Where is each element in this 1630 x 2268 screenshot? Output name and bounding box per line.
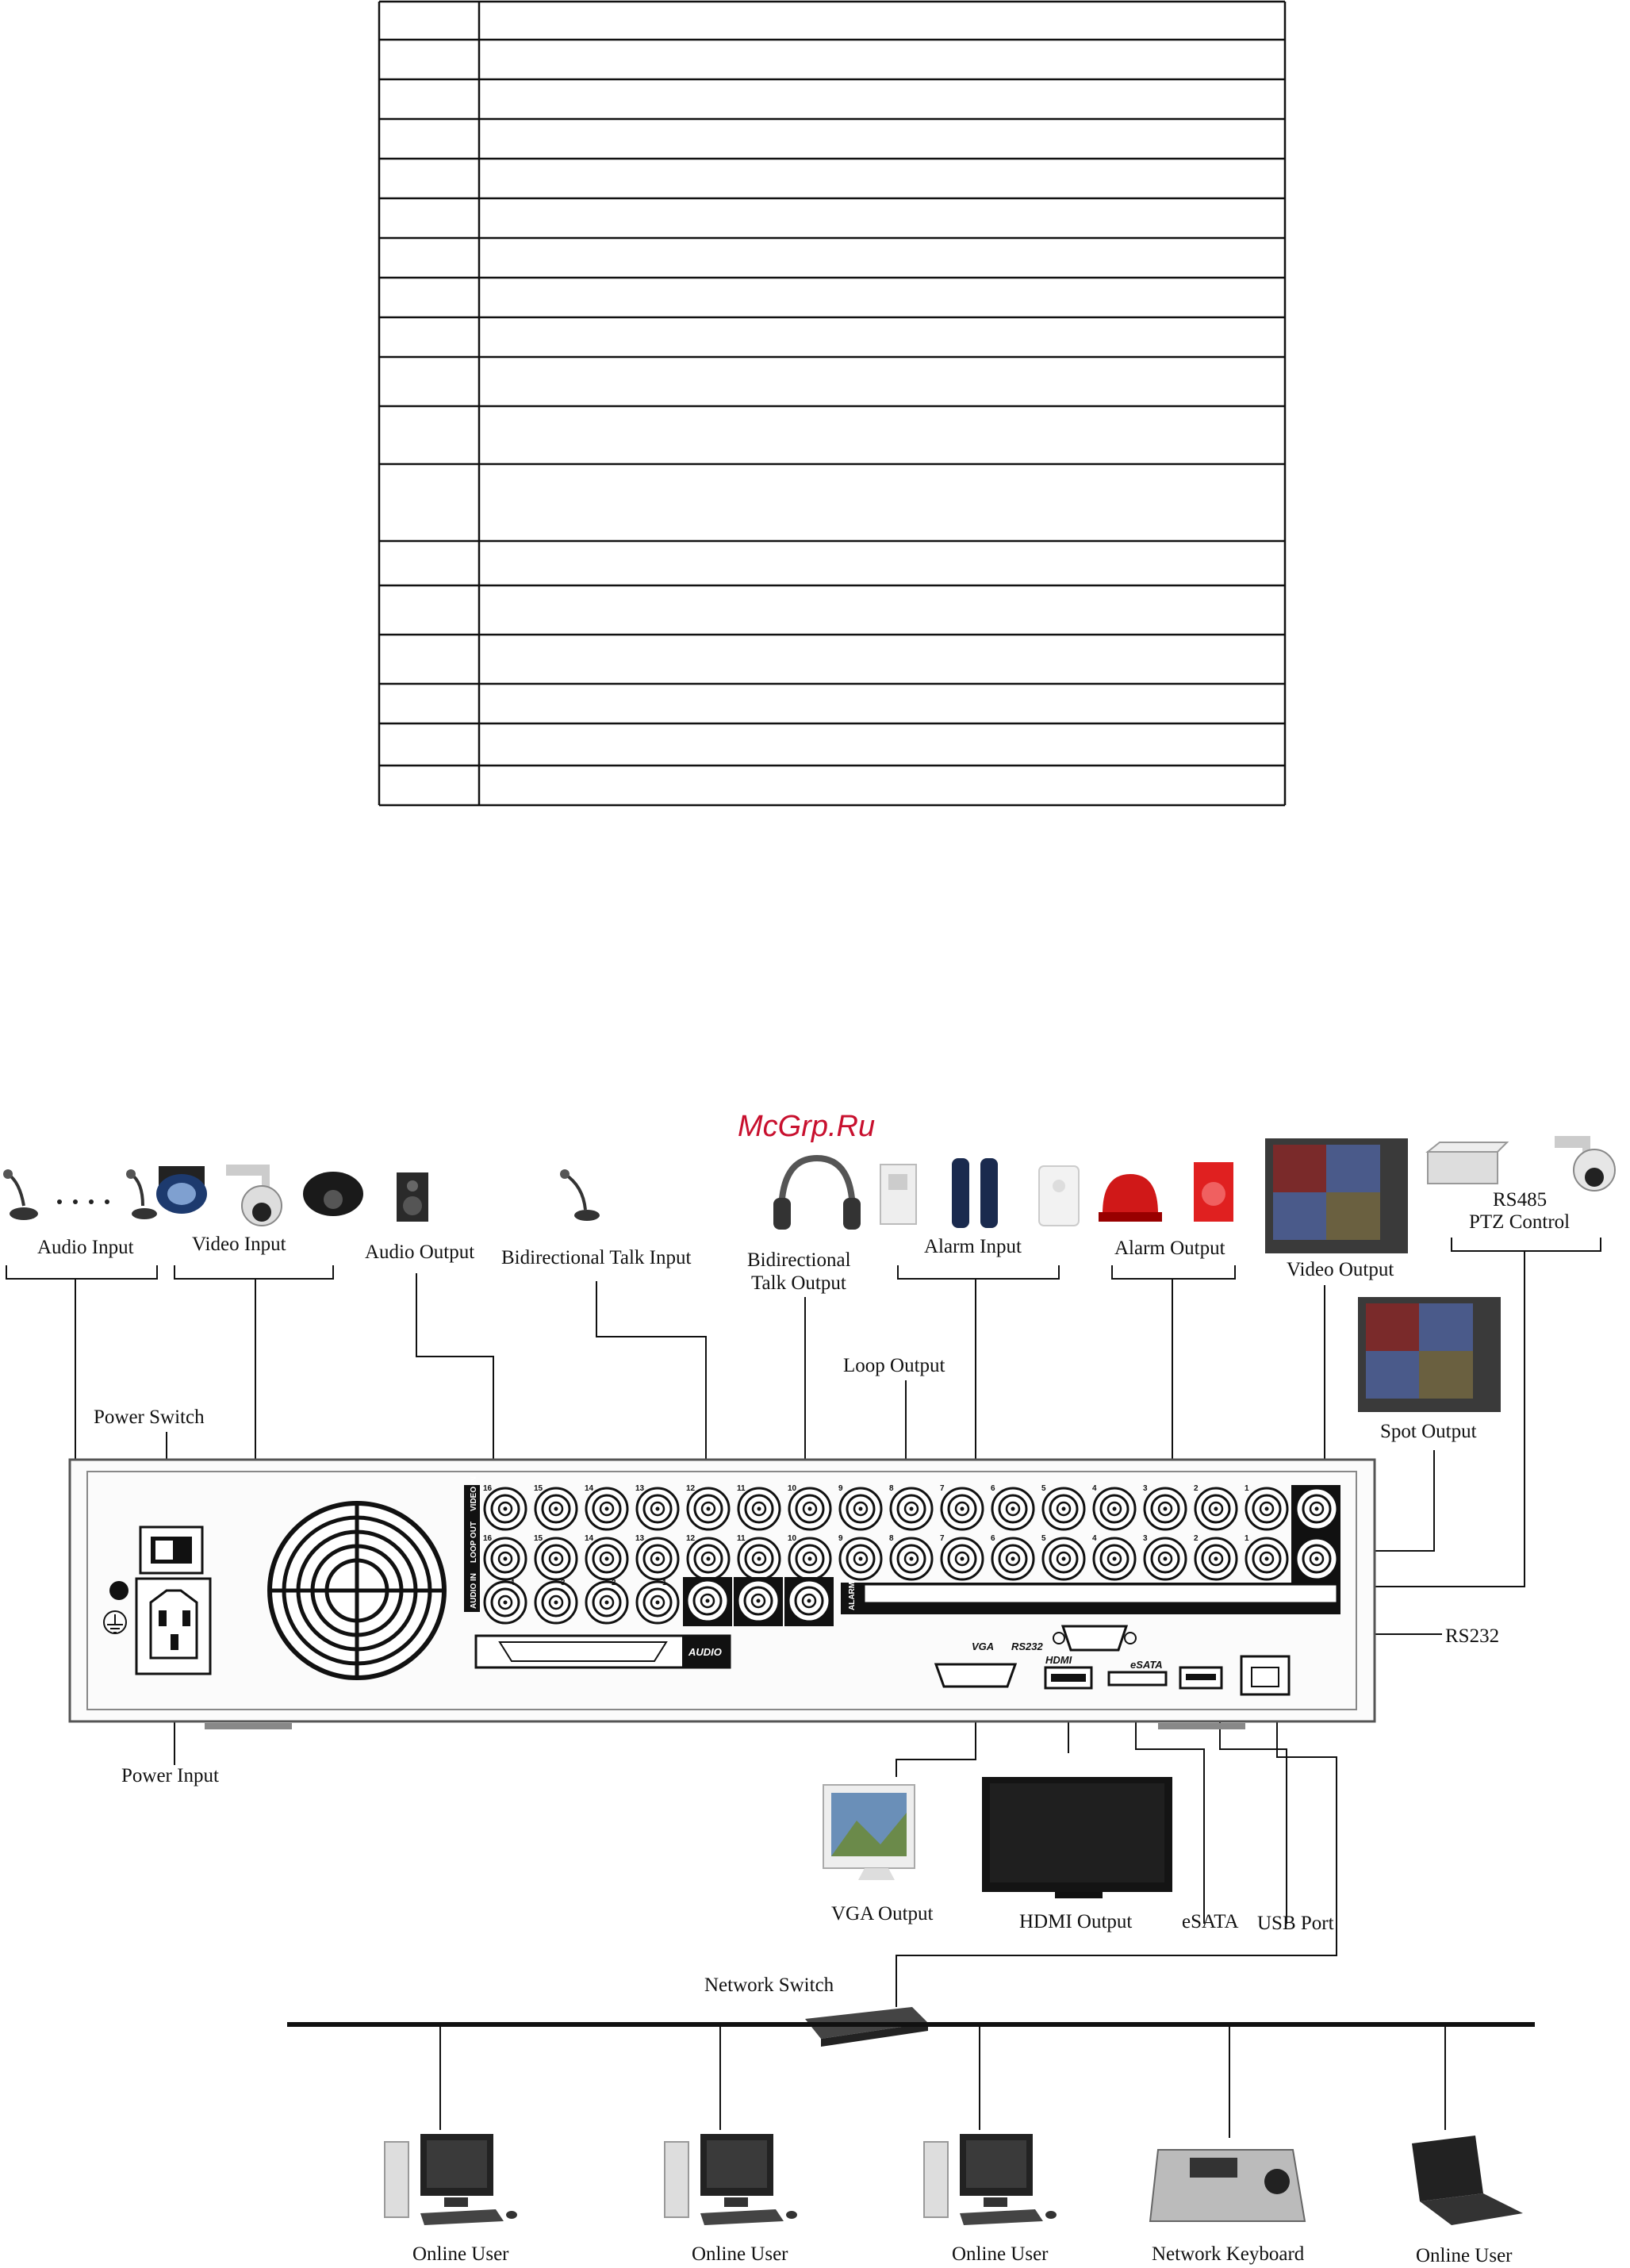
spot-monitor-icon bbox=[1358, 1297, 1501, 1412]
label-video-input: Video Input bbox=[192, 1234, 286, 1255]
esata-tag: eSATA bbox=[1130, 1659, 1163, 1671]
alarm-terminal-block bbox=[841, 1582, 1340, 1614]
label-esata: eSATA bbox=[1182, 1911, 1239, 1932]
video-in-bnc bbox=[891, 1488, 932, 1529]
label-alarm-input: Alarm Input bbox=[924, 1236, 1022, 1257]
channel-number: 12 bbox=[686, 1484, 696, 1493]
channel-number: 1 bbox=[1245, 1534, 1249, 1543]
audio-in-bnc bbox=[485, 1582, 526, 1623]
alarm-siren-icon bbox=[1099, 1174, 1162, 1222]
label-usb-port: USB Port bbox=[1257, 1913, 1334, 1934]
video-in-bnc bbox=[992, 1488, 1034, 1529]
video-in-bnc bbox=[535, 1488, 577, 1529]
channel-number: 6 bbox=[991, 1534, 995, 1543]
channel-number: 16 bbox=[483, 1484, 493, 1493]
channel-number: 4 bbox=[1092, 1484, 1097, 1493]
laptop-icon bbox=[1412, 2136, 1523, 2225]
watermark-text: McGrp.Ru bbox=[738, 1110, 876, 1143]
channel-number: 14 bbox=[585, 1534, 594, 1543]
power-switch[interactable] bbox=[140, 1527, 202, 1573]
rs232-tag: RS232 bbox=[1011, 1641, 1043, 1652]
ptz-dome-camera-icon bbox=[1555, 1136, 1615, 1191]
video-in-bnc bbox=[1043, 1488, 1084, 1529]
desktop-computer-icon bbox=[924, 2134, 1057, 2225]
network-drop-lines bbox=[440, 2024, 1445, 2138]
label-bidirectional-talk-input: Bidirectional Talk Input bbox=[501, 1247, 692, 1268]
pir-sensor-icon bbox=[880, 1165, 916, 1224]
row-tag-video-in: VIDEO IN bbox=[470, 1476, 478, 1511]
label-audio-output: Audio Output bbox=[365, 1241, 475, 1263]
label-ptz-control: PTZ Control bbox=[1469, 1211, 1571, 1233]
loop-out-bnc bbox=[840, 1538, 881, 1579]
channel-number: 5 bbox=[1041, 1534, 1046, 1543]
channel-number: 8 bbox=[889, 1484, 894, 1493]
channel-number: 2 bbox=[1194, 1534, 1199, 1543]
label-spot-output: Spot Output bbox=[1380, 1421, 1477, 1442]
audio-in-bnc bbox=[637, 1582, 678, 1623]
smoke-detector-icon bbox=[1039, 1166, 1079, 1226]
label-rs485: RS485 bbox=[1493, 1189, 1548, 1211]
vga-tag: VGA bbox=[972, 1641, 995, 1652]
dome-camera-icon-2 bbox=[303, 1172, 363, 1216]
channel-number: 1 bbox=[1245, 1484, 1249, 1493]
video-in-bnc bbox=[688, 1488, 729, 1529]
power-input-socket bbox=[136, 1579, 210, 1674]
speaker-icon bbox=[397, 1172, 428, 1222]
loop-out-bnc bbox=[688, 1538, 729, 1579]
channel-number: 14 bbox=[585, 1484, 594, 1493]
channel-number: 13 bbox=[635, 1534, 645, 1543]
channel-number: 11 bbox=[737, 1534, 746, 1543]
channel-number: 10 bbox=[788, 1484, 797, 1493]
video-in-bnc bbox=[942, 1488, 983, 1529]
microphone-icon bbox=[3, 1169, 157, 1220]
label-audio-input: Audio Input bbox=[37, 1237, 134, 1258]
label-online-user-2: Online User bbox=[692, 2243, 788, 2265]
label-online-user-3: Online User bbox=[952, 2243, 1049, 2265]
vga-port bbox=[936, 1664, 1015, 1687]
audio-number: 3 bbox=[561, 1579, 566, 1587]
loop-out-bnc bbox=[485, 1538, 526, 1579]
loop-out-bnc bbox=[1145, 1538, 1186, 1579]
audio-db25-connector bbox=[476, 1636, 730, 1667]
ptz-decoder-icon bbox=[1428, 1142, 1507, 1184]
loop-out-bnc bbox=[992, 1538, 1034, 1579]
audio-in-bnc bbox=[535, 1582, 577, 1623]
video-in-bnc bbox=[1195, 1488, 1237, 1529]
loop-out-bnc bbox=[738, 1538, 780, 1579]
label-power-input: Power Input bbox=[121, 1765, 219, 1786]
audio-io-bnc bbox=[687, 1580, 728, 1621]
audio-tag: AUDIO bbox=[688, 1646, 722, 1658]
video-in-bnc bbox=[789, 1488, 830, 1529]
alarm-tag: ALARM bbox=[848, 1581, 857, 1610]
label-bidirectional-talk-output-2: Talk Output bbox=[751, 1272, 846, 1294]
video-in-bnc bbox=[586, 1488, 627, 1529]
spec-table-rows bbox=[379, 2, 1285, 805]
loop-out-bnc bbox=[1043, 1538, 1084, 1579]
network-keyboard-icon bbox=[1150, 2150, 1305, 2221]
strobe-siren-icon bbox=[1194, 1162, 1233, 1222]
label-loop-output: Loop Output bbox=[843, 1355, 945, 1376]
spec-table bbox=[0, 0, 1630, 817]
hdmi-tv-icon bbox=[982, 1777, 1172, 1898]
channel-number: 12 bbox=[686, 1534, 696, 1543]
label-rs232: RS232 bbox=[1445, 1625, 1500, 1647]
video-monitor-icon bbox=[1265, 1138, 1408, 1253]
video-in-bnc bbox=[637, 1488, 678, 1529]
channel-number: 9 bbox=[838, 1484, 843, 1493]
spot-out-bnc bbox=[1296, 1538, 1337, 1579]
headphones-icon bbox=[773, 1158, 861, 1230]
channel-number: 11 bbox=[737, 1484, 746, 1493]
video-out-bnc bbox=[1296, 1488, 1337, 1529]
esata-port bbox=[1109, 1672, 1166, 1685]
label-network-keyboard: Network Keyboard bbox=[1152, 2243, 1305, 2265]
audio-number: 4 bbox=[510, 1579, 515, 1587]
fan-grille bbox=[270, 1503, 444, 1678]
video-in-bnc bbox=[1145, 1488, 1186, 1529]
loop-out-bnc bbox=[586, 1538, 627, 1579]
channel-number: 4 bbox=[1092, 1534, 1097, 1543]
audio-io-bnc bbox=[738, 1580, 779, 1621]
channel-number: 7 bbox=[940, 1534, 945, 1543]
loop-out-bnc bbox=[891, 1538, 932, 1579]
channel-number: 6 bbox=[991, 1484, 995, 1493]
loop-out-bnc bbox=[1246, 1538, 1287, 1579]
channel-number: 9 bbox=[838, 1534, 843, 1543]
loop-out-bnc bbox=[789, 1538, 830, 1579]
channel-number: 5 bbox=[1041, 1484, 1046, 1493]
row-tag-audio-in: AUDIO IN bbox=[470, 1573, 478, 1609]
online-user-computers bbox=[385, 2134, 1057, 2225]
channel-number: 8 bbox=[889, 1534, 894, 1543]
hdmi-tag: HDMI bbox=[1045, 1654, 1072, 1666]
dome-camera-icon bbox=[156, 1166, 207, 1214]
label-online-user-1: Online User bbox=[412, 2243, 509, 2265]
loop-out-bnc bbox=[1195, 1538, 1237, 1579]
label-power-switch: Power Switch bbox=[94, 1406, 205, 1428]
label-network-switch: Network Switch bbox=[704, 1974, 834, 1996]
channel-number: 15 bbox=[534, 1484, 543, 1493]
ptz-camera-icon bbox=[226, 1165, 282, 1226]
video-in-bnc bbox=[840, 1488, 881, 1529]
ethernet-port bbox=[1241, 1656, 1289, 1694]
channel-number: 3 bbox=[1143, 1484, 1148, 1493]
loop-out-bnc bbox=[637, 1538, 678, 1579]
label-online-user-4: Online User bbox=[1416, 2245, 1513, 2266]
channel-number: 16 bbox=[483, 1534, 493, 1543]
connection-diagram bbox=[0, 1095, 1630, 2268]
hdmi-port bbox=[1045, 1667, 1091, 1688]
desktop-computer-icon bbox=[665, 2134, 797, 2225]
channel-number: 10 bbox=[788, 1534, 797, 1543]
vga-monitor-icon bbox=[823, 1785, 915, 1880]
loop-out-bnc bbox=[535, 1538, 577, 1579]
beam-sensor-icon bbox=[952, 1158, 998, 1228]
channel-number: 2 bbox=[1194, 1484, 1199, 1493]
video-in-bnc bbox=[485, 1488, 526, 1529]
channel-number: 15 bbox=[534, 1534, 543, 1543]
usb-port bbox=[1180, 1667, 1222, 1688]
label-hdmi-output: HDMI Output bbox=[1019, 1911, 1133, 1932]
label-bidirectional-talk-output-1: Bidirectional bbox=[747, 1249, 851, 1271]
channel-number: 3 bbox=[1143, 1534, 1148, 1543]
desktop-computer-icon bbox=[385, 2134, 517, 2225]
audio-number: 1 bbox=[662, 1579, 667, 1587]
video-in-bnc bbox=[1246, 1488, 1287, 1529]
label-alarm-output: Alarm Output bbox=[1114, 1238, 1225, 1259]
label-video-output: Video Output bbox=[1287, 1259, 1394, 1280]
talk-microphone-icon bbox=[560, 1169, 600, 1221]
video-in-bnc bbox=[1094, 1488, 1135, 1529]
video-in-bnc bbox=[738, 1488, 780, 1529]
channel-number: 13 bbox=[635, 1484, 645, 1493]
label-vga-output: VGA Output bbox=[831, 1903, 934, 1925]
channel-number: 7 bbox=[940, 1484, 945, 1493]
audio-number: 2 bbox=[612, 1579, 616, 1587]
loop-out-bnc bbox=[1094, 1538, 1135, 1579]
audio-in-bnc bbox=[586, 1582, 627, 1623]
loop-out-bnc bbox=[942, 1538, 983, 1579]
row-tag-loop-out: LOOP OUT bbox=[470, 1521, 478, 1563]
audio-io-bnc bbox=[788, 1580, 830, 1621]
